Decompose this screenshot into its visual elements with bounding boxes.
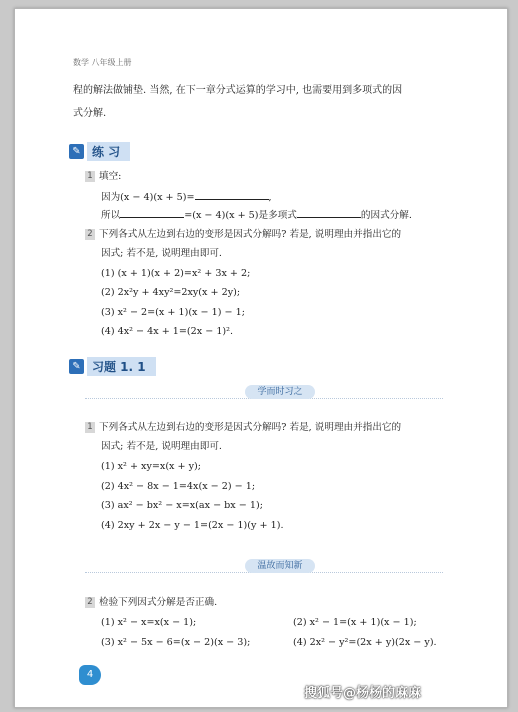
page-number-badge: 4 bbox=[79, 665, 101, 685]
question-number: 2 bbox=[85, 597, 95, 608]
intro-line-1: 程的解法做铺垫. 当然, 在下一章分式运算的学习中, 也需要用到多项式的因 bbox=[73, 85, 403, 96]
practice-q1-line1-end: , bbox=[268, 192, 272, 203]
practice-q1-line1-text: 因为(x − 4)(x + 5)= bbox=[101, 192, 195, 203]
exercise-q1-prompt-1 bbox=[85, 422, 401, 434]
pencil-icon: ✎ bbox=[69, 144, 84, 159]
question-number: 1 bbox=[85, 171, 95, 182]
banner-new-knowledge: 温故而知新 bbox=[245, 559, 315, 573]
practice-q2-item-3: (3) x² − 2=(x + 1)(x − 1) − 1; bbox=[101, 307, 245, 318]
question-number: 2 bbox=[85, 229, 95, 240]
question-number: 1 bbox=[85, 422, 95, 433]
exercise-q1-item-1: (1) x² + xy=x(x + y); bbox=[101, 461, 201, 472]
exercise-title: 习题 1. 1 bbox=[87, 357, 156, 376]
answer-blank[interactable] bbox=[297, 208, 361, 218]
answer-blank[interactable] bbox=[195, 190, 269, 200]
practice-q1-label: 填空: bbox=[99, 171, 122, 182]
practice-q2-prompt-2: 因式; 若不是, 说明理由即可. bbox=[101, 248, 222, 259]
watermark: 搜狐号@杨杨的麻麻 bbox=[304, 686, 422, 701]
practice-q2-item-4: (4) 4x² − 4x + 1=(2x − 1)². bbox=[101, 326, 234, 337]
practice-heading bbox=[69, 142, 130, 161]
textbook-page bbox=[14, 8, 508, 708]
practice-q2-prompt-text: 下列各式从左边到右边的变形是因式分解吗? 若是, 说明理由并指出它的 bbox=[99, 229, 402, 240]
exercise-q1-item-3: (3) ax² − bx² − x=x(ax − bx − 1); bbox=[101, 500, 263, 511]
exercise-heading bbox=[69, 357, 156, 376]
practice-q1-line2-middle: =(x − 4)(x + 5)是多项式 bbox=[184, 210, 297, 221]
exercise-q1-prompt-2: 因式; 若不是, 说明理由即可. bbox=[101, 441, 222, 452]
running-header: 数学 八年级上册 bbox=[73, 58, 132, 67]
practice-q2-item-2: (2) 2x²y + 4xy²=2xy(x + 2y); bbox=[101, 287, 241, 298]
practice-q2-item-1: (1) (x + 1)(x + 2)=x² + 3x + 2; bbox=[101, 268, 251, 279]
answer-blank[interactable] bbox=[120, 208, 184, 218]
banner-review: 学而时习之 bbox=[245, 385, 315, 399]
exercise-q1-item-2: (2) 4x² − 8x − 1=4x(x − 2) − 1; bbox=[101, 481, 256, 492]
exercise-q2-prompt bbox=[85, 597, 217, 609]
intro-line-2: 式分解. bbox=[73, 108, 107, 119]
practice-q1-line2-start: 所以 bbox=[101, 210, 121, 221]
exercise-q2-item-1: (1) x² − x=x(x − 1); bbox=[101, 617, 197, 628]
exercise-q2-item-4: (4) 2x² − y²=(2x + y)(2x − y). bbox=[293, 637, 437, 648]
exercise-q2-item-2: (2) x² − 1=(x + 1)(x − 1); bbox=[293, 617, 417, 628]
exercise-q2-item-3: (3) x² − 5x − 6=(x − 2)(x − 3); bbox=[101, 637, 251, 648]
exercise-q1-prompt-text: 下列各式从左边到右边的变形是因式分解吗? 若是, 说明理由并指出它的 bbox=[99, 422, 402, 433]
practice-q2-prompt-1 bbox=[85, 229, 401, 241]
exercise-q2-prompt-text: 检验下列因式分解是否正确. bbox=[99, 597, 218, 608]
exercise-q1-item-4: (4) 2xy + 2x − y − 1=(2x − 1)(y + 1). bbox=[101, 520, 284, 531]
practice-q1-header bbox=[85, 171, 121, 183]
practice-q1-line2-end: 的因式分解. bbox=[360, 210, 412, 221]
practice-q1-line1 bbox=[101, 190, 272, 204]
pencil-icon: ✎ bbox=[69, 359, 84, 374]
practice-title: 练 习 bbox=[87, 142, 130, 161]
practice-q1-line2 bbox=[101, 208, 412, 222]
